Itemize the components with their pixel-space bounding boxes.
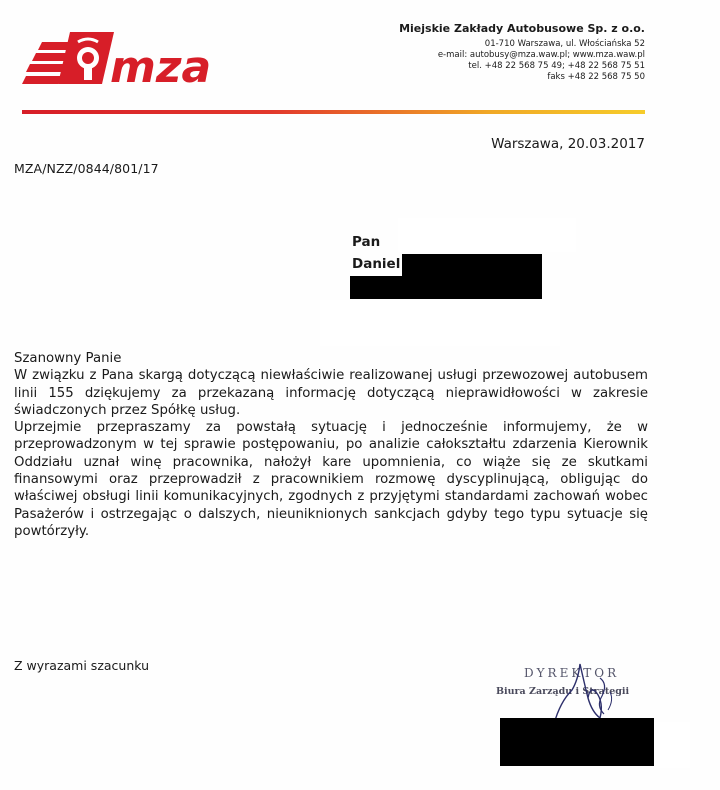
addressee-title: Pan [352, 234, 381, 250]
company-tel: tel. +48 22 568 75 49; +48 22 568 75 51 [468, 61, 645, 71]
address-mask-2 [320, 300, 560, 346]
signatory-mask [654, 722, 690, 768]
company-email-web: e-mail: autobusy@mza.waw.pl; www.mza.waw.pl [437, 50, 645, 60]
redaction-signatory [500, 718, 654, 766]
company-header [360, 22, 645, 83]
body-paragraph-2: Uprzejmie przepraszamy za powstałą sytuację i jednocześnie informujemy, że w przeprowadzonym w tej sprawie postępowaniu, po analizie całokształtu zdarzenia Kierownik Oddziału uznał winę pracownika, nałożył kare upomnienia, co wiąże się ze skutkami finansowymi oraz przeprowadził z pracownikiem rozmowę dyscyplinującą, obligując do właściwej obsługi linii komunikacyjnych, zgodnych z przyjętymi standardami zachowań wobec Pasażerów i ostrzegając o dalszych, nieuniknionych sankcjach gdyby tego typu sytuacje się powtórzyły. [14, 420, 648, 539]
address-mask-1 [398, 218, 576, 252]
mza-logo [22, 24, 227, 102]
redaction-address-line [350, 276, 542, 299]
letter-body [14, 350, 648, 540]
company-fax: faks +48 22 568 75 50 [547, 72, 645, 82]
letter-date: Warszawa, 20.03.2017 [491, 136, 645, 152]
greeting: Szanowny Panie [14, 351, 122, 366]
closing-salutation: Z wyrazami szacunku [14, 658, 150, 673]
stamp-title: DYREKTOR [524, 666, 620, 680]
handwritten-signature [492, 662, 657, 726]
mza-emblem-icon [22, 32, 114, 84]
addressee-name: Daniel [352, 256, 401, 272]
company-address: 01-710 Warszawa, ul. Włościańska 52 [484, 39, 645, 49]
stamp-subtitle: Biura Zarządu i Strategii [496, 686, 630, 697]
company-name: Miejskie Zakłady Autobusowe Sp. z o.o. [399, 22, 645, 35]
body-paragraph-1: W związku z Pana skargą dotyczącą niewłaściwie realizowanej usługi przewozowej autobusem linii 155 dziękujemy za przekazaną informację dotyczącą nieprawidłowości w zakresie świadczonych przez Spółkę usług. [14, 368, 648, 418]
logo-text: mza [110, 42, 212, 93]
director-stamp [492, 662, 657, 726]
header-divider [22, 110, 645, 114]
reference-number: MZA/NZZ/0844/801/17 [14, 161, 159, 176]
